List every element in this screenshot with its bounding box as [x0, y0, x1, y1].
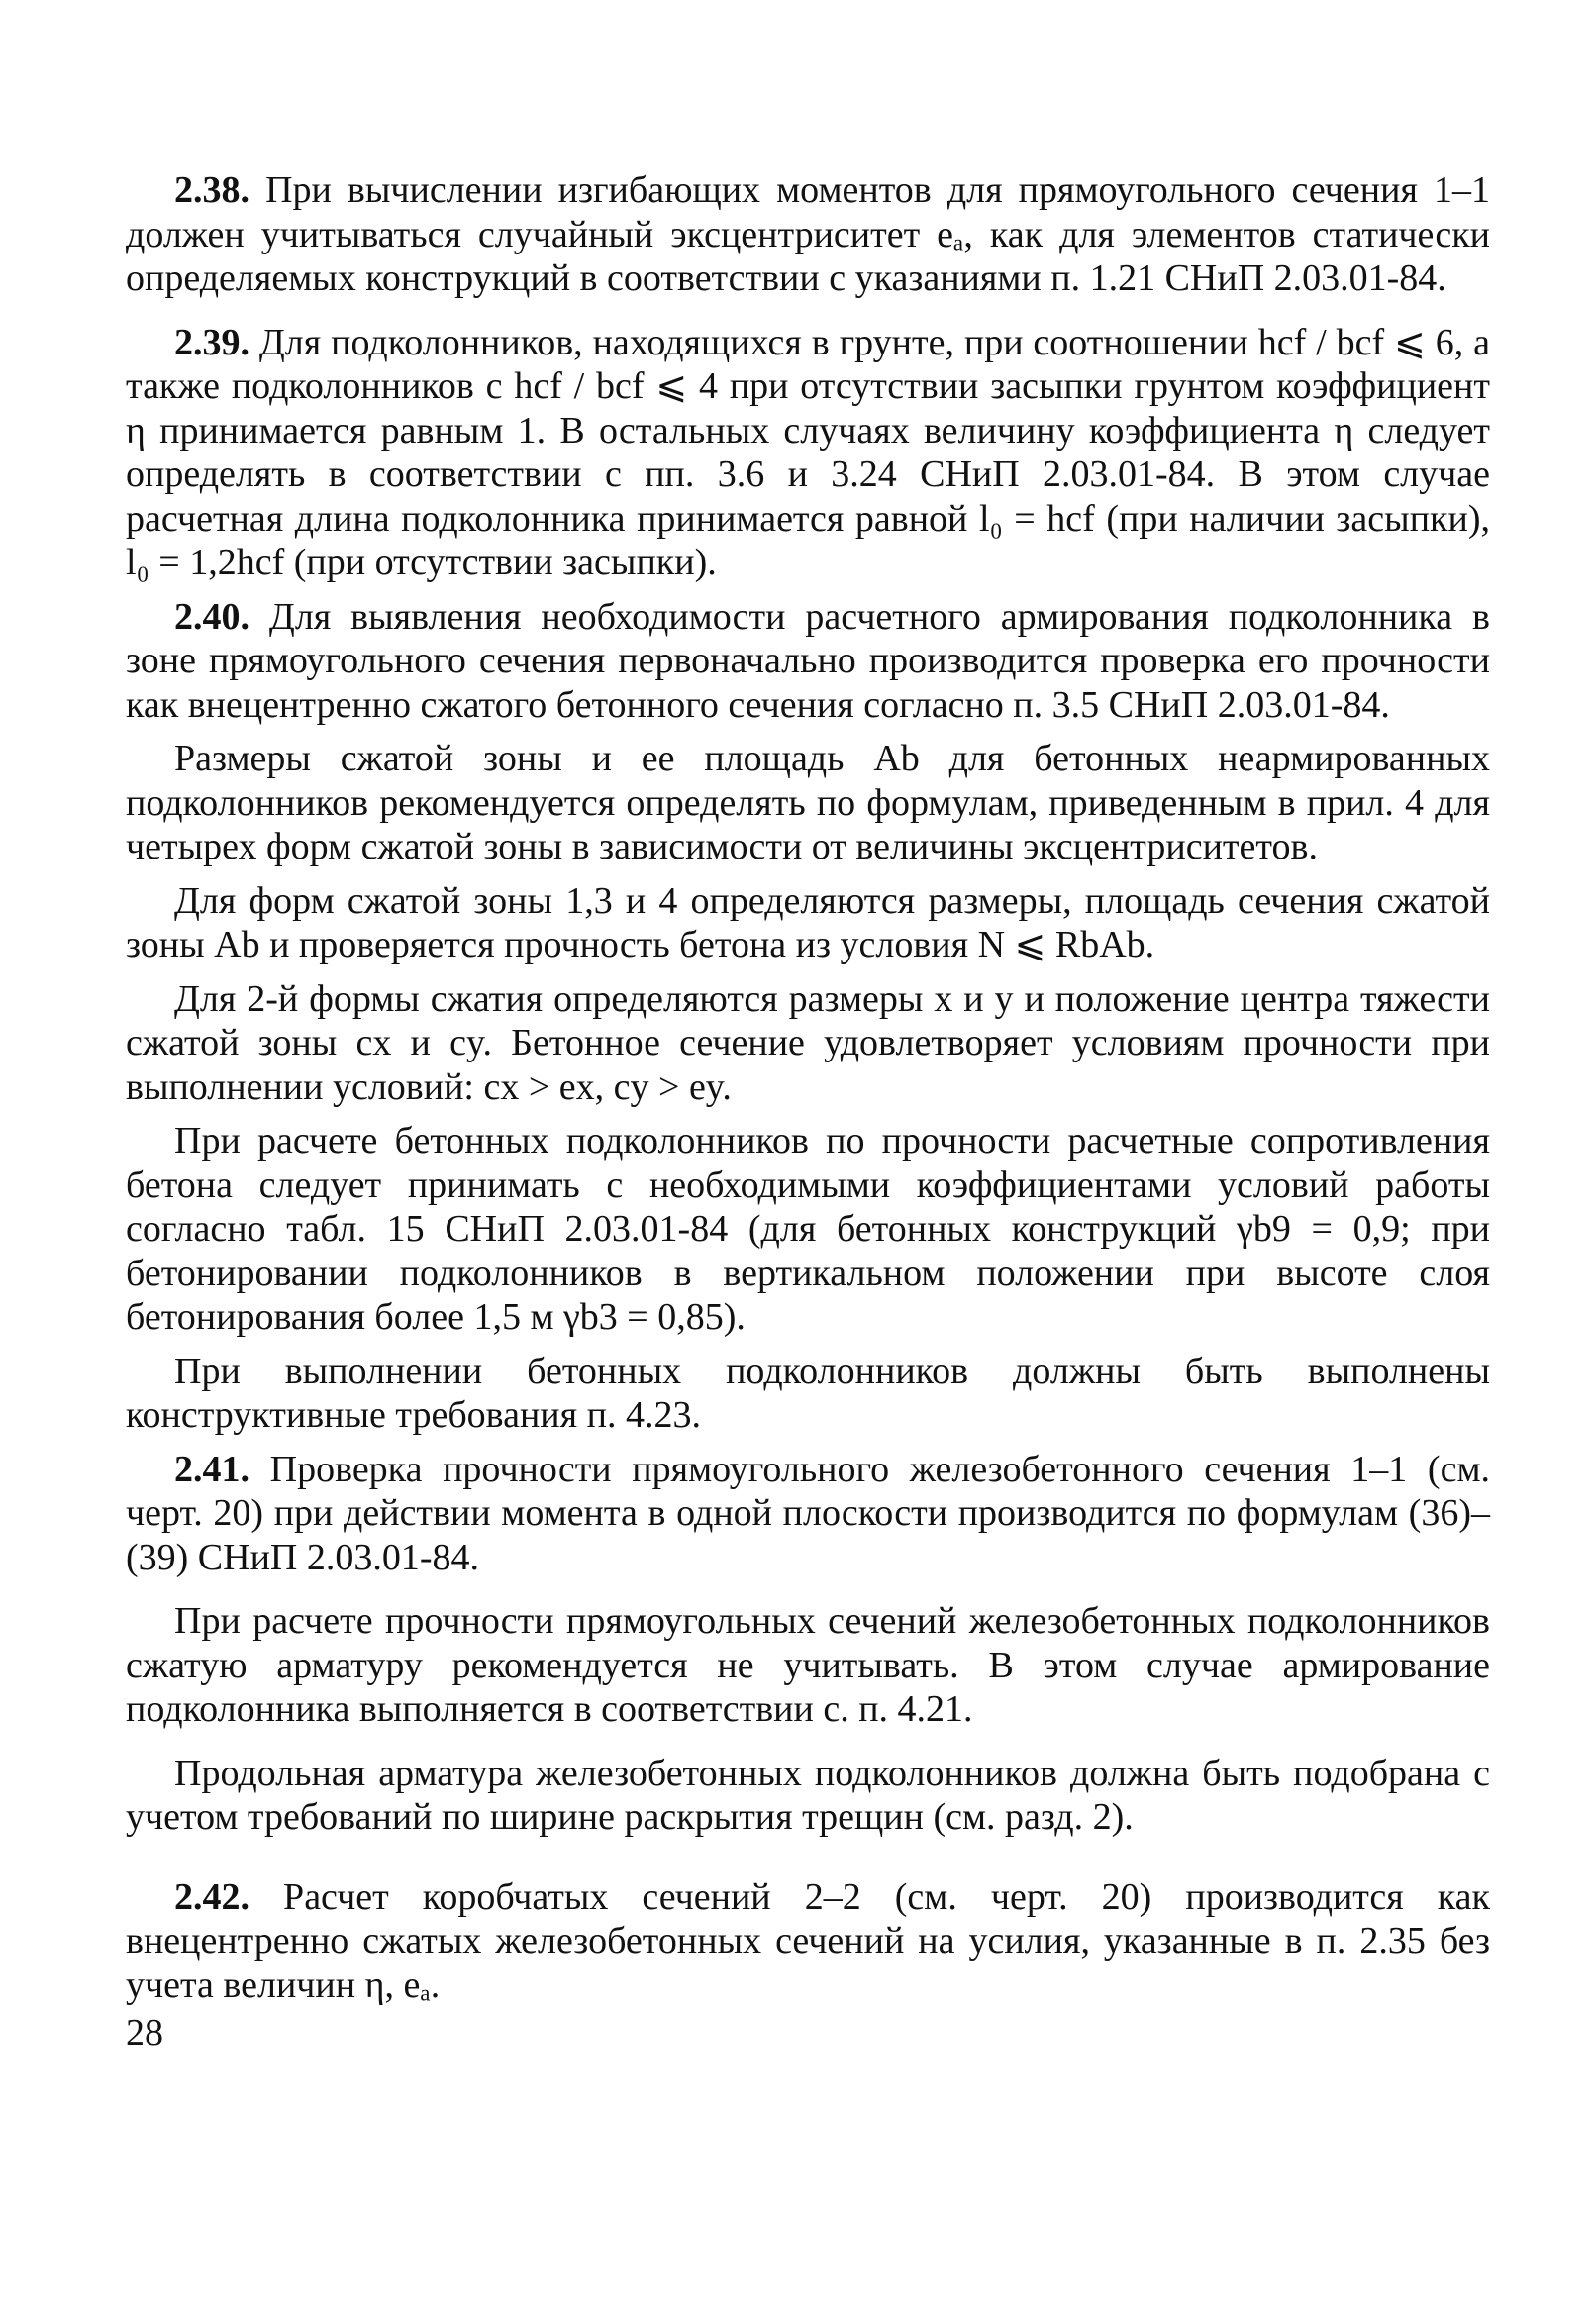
paragraph — [126, 879, 1490, 967]
section-number: 2.40. — [174, 595, 249, 638]
paragraph — [126, 977, 1490, 1110]
paragraph-text: Для 2-й формы сжатия определяются размеры x и y и положение центра тяжести сжатой зоны cx и cy. Бетонное сечение удовлетворяет условиям прочности при выполнении условий: cx > ex, cy > ey. — [126, 977, 1490, 1108]
document-page — [126, 168, 1490, 2287]
paragraph-text: Размеры сжатой зоны и ее площадь Ab для бетонных неармированных подколонников рекомендуется определять по формулам, приведенным в прил. 4 для четырех форм сжатой зоны в зависимости от величины эксцентриситетов. — [126, 738, 1490, 867]
paragraph-text: Для подколонников, находящихся в грунте, при соотношении hcf / bcf ⩽ 6, а также подколонников с hcf / bcf ⩽ 4 при отсутствии засыпки грунтом коэффициент η принимается равным 1. В остальных случаях величину коэффициента η следует определять в соответствии с пп. 3.6 и 3.24 СНиП 2.03.01-84. В этом случае расчетная длина подколонника принимается равной l₀ = hcf (при наличии засыпки), l₀ = 1,2hcf (при отсутствии засыпки). — [126, 321, 1490, 583]
page-number: 28 — [126, 2012, 163, 2054]
paragraph-2-42 — [126, 1875, 1490, 2008]
paragraph-text: Проверка прочности прямоугольного железобетонного сечения 1–1 (см. черт. 20) при действии момента в одной плоскости производится по формулам (36)–(39) СНиП 2.03.01-84. — [126, 1448, 1490, 1578]
section-number: 2.42. — [174, 1875, 249, 1918]
section-number: 2.38. — [174, 169, 249, 211]
paragraph-text: Для форм сжатой зоны 1,3 и 4 определяются размеры, площадь сечения сжатой зоны Ab и проверяется прочность бетона из условия N ⩽ RbAb. — [126, 879, 1490, 965]
section-number: 2.41. — [174, 1448, 249, 1490]
paragraph-text: Продольная арматура железобетонных подколонников должна быть подобрана с учетом требований по ширине раскрытия трещин (см. разд. 2). — [126, 1752, 1490, 1838]
paragraph — [126, 1752, 1490, 1840]
paragraph-text: При выполнении бетонных подколонников должны быть выполнены конструктивные требования п. 4.23. — [126, 1350, 1490, 1436]
paragraph-2-40 — [126, 595, 1490, 728]
paragraph-text: Для выявления необходимости расчетного армирования подколонника в зоне прямоугольного сечения первоначально производится проверка его прочности как внецентренно сжатого бетонного сечения согласно п. 3.5 СНиП 2.03.01-84. — [126, 595, 1490, 726]
paragraph-text: При вычислении изгибающих моментов для прямоугольного сечения 1–1 должен учитываться случайный эксцентриситет eₐ, как для элементов статически определяемых конструкций в соответствии с указаниями п. 1.21 СНиП 2.03.01-84. — [126, 169, 1490, 299]
paragraph — [126, 1599, 1490, 1732]
paragraph-text: При расчете прочности прямоугольных сечений железобетонных подколонников сжатую арматуру рекомендуется не учитывать. В этом случае армирование подколонника выполняется в соответствии с. п. 4.21. — [126, 1600, 1490, 1730]
paragraph-2-41 — [126, 1448, 1490, 1580]
paragraph — [126, 1350, 1490, 1438]
section-number: 2.39. — [174, 321, 249, 363]
paragraph — [126, 1119, 1490, 1340]
paragraph — [126, 737, 1490, 869]
paragraph-2-38 — [126, 168, 1490, 301]
paragraph-text: При расчете бетонных подколонников по прочности расчетные сопротивления бетона следует принимать с необходимыми коэффициентами условий работы согласно табл. 15 СНиП 2.03.01-84 (для бетонных конструкций γb9 = 0,9; при бетонировании подколонников в вертикальном положении при высоте слоя бетонирования более 1,5 м γb3 = 0,85). — [126, 1120, 1490, 1338]
paragraph-2-39 — [126, 321, 1490, 585]
paragraph-text: Расчет коробчатых сечений 2–2 (см. черт. 20) производится как внецентренно сжатых железобетонных сечений на усилия, указанные в п. 2.35 без учета величин η, eₐ. — [126, 1875, 1490, 2006]
